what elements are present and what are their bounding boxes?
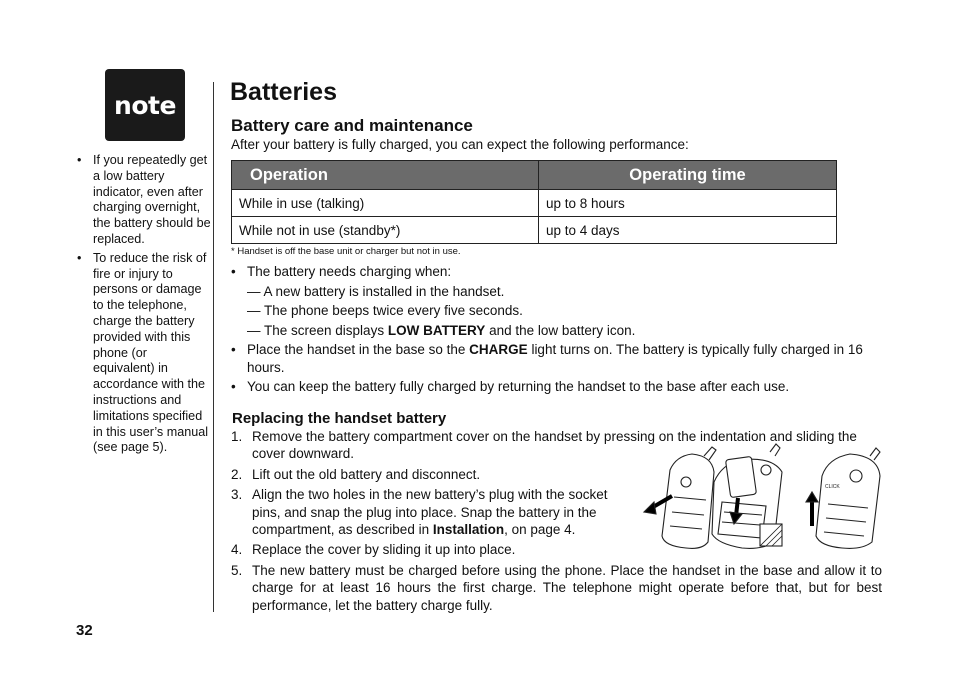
click-label: CLICK xyxy=(825,484,840,490)
step-number: 4. xyxy=(231,542,243,558)
step-number: 1. xyxy=(231,429,243,444)
sub-item: — A new battery is installed in the handset. xyxy=(247,283,505,299)
sub-text: — The screen displays xyxy=(247,322,388,338)
battery-replacement-illustration xyxy=(642,442,884,552)
table-row xyxy=(232,217,837,244)
vertical-divider xyxy=(213,82,214,612)
bullet-text: Place the handset in the base so the xyxy=(247,342,470,357)
care-intro: After your battery is fully charged, you can expect the following performance: xyxy=(231,137,689,152)
step-number: 2. xyxy=(231,466,243,482)
table-header-row xyxy=(232,161,837,190)
note-badge xyxy=(105,69,185,141)
sub-text: and the low battery icon. xyxy=(485,322,636,338)
bullet-item: • You can keep the battery fully charged by returning the handset to the base after each use. xyxy=(231,377,891,397)
bullet-item xyxy=(231,262,891,340)
page-number: 32 xyxy=(76,622,93,639)
step-text: , on page 4. xyxy=(504,522,576,538)
page-title: Batteries xyxy=(230,78,337,106)
step-number: 5. xyxy=(231,562,243,578)
step-number: 3. xyxy=(231,487,243,503)
performance-table xyxy=(231,160,837,244)
table-cell: up to 4 days xyxy=(539,217,837,244)
footnote: * Handset is off the base unit or charger but not in use. xyxy=(231,246,461,257)
bold-term: CHARGE xyxy=(469,342,528,357)
step-text: Lift out the old battery and disconnect. xyxy=(252,466,481,482)
table-header: Operating time xyxy=(539,161,837,190)
step-item xyxy=(231,562,882,614)
step-text: Remove the battery compartment cover on the handset by pressing on the indentation and sliding the cover downward. xyxy=(252,429,857,462)
side-notes xyxy=(76,153,211,459)
care-heading: Battery care and maintenance xyxy=(231,116,473,135)
replace-heading: Replacing the handset battery xyxy=(232,410,447,427)
bullet-list xyxy=(231,262,891,397)
table-cell: up to 8 hours xyxy=(539,190,837,217)
step-text: Replace the cover by sliding it up into place. xyxy=(252,542,516,558)
table-header: Operation xyxy=(232,161,539,190)
step-text: Align the two holes in the new battery’s plug with the socket pins, and snap the plug into place. Snap the battery in the compartment, as described in xyxy=(252,487,608,538)
bullet-text: The battery needs charging when: xyxy=(247,264,452,279)
step-item xyxy=(231,486,639,538)
step-text: The new battery must be charged before using the phone. Place the handset in the base and allow it to charge for at least 16 hours the first charge. The telephone might operate before that, but for best performance, let the battery charge fully. xyxy=(252,562,882,613)
bullet-item xyxy=(231,341,891,376)
table-cell: While in use (talking) xyxy=(232,190,539,217)
sub-item xyxy=(231,321,891,341)
note-label: note xyxy=(114,90,176,120)
sub-item: — The phone beeps twice every five seconds. xyxy=(247,303,523,318)
side-note: • To reduce the risk of fire or injury to persons or damage to the telephone, charge the battery provided with this phone (or equivalent) in accordance with the instructions and limitations specified in this user’s manual (see page 5). xyxy=(76,251,211,456)
bold-term: Installation xyxy=(432,522,505,538)
bullet-text: light turns on. The battery is typically fully charged in 16 hours. xyxy=(247,342,863,375)
table-cell: While not in use (standby*) xyxy=(232,217,539,244)
bold-term: LOW BATTERY xyxy=(387,322,486,338)
table-row xyxy=(232,190,837,217)
handset-icon xyxy=(816,448,880,548)
side-note: • If you repeatedly get a low battery indicator, even after charging overnight, the battery should be replaced. xyxy=(76,153,211,248)
connector-inset xyxy=(760,524,782,546)
